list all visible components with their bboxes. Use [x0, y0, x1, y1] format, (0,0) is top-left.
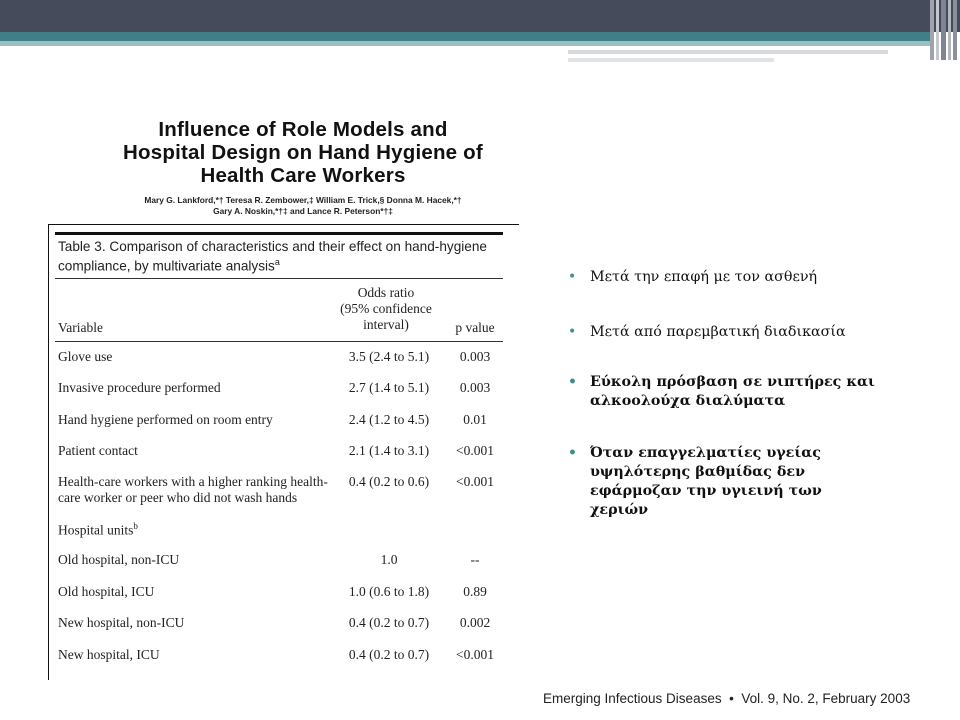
paper-title: Influence of Role Models and Hospital Design on Hand Hygiene of Health Care Workers [123, 118, 483, 187]
bullet-dot-icon: • [568, 374, 577, 390]
header-accent-stripe-light [0, 41, 930, 46]
separator-dot-icon: • [729, 691, 734, 706]
bullet-item: • Όταν επαγγελματίες υγείας υψηλότερης βαθμίδας δεν εφάρμοζαν την υγιεινή των χεριών [568, 445, 822, 518]
header-divider-line-short [568, 58, 774, 62]
header-odds-ratio: Odds ratio (95% confidence interval) [340, 285, 432, 332]
table-top-rule [55, 232, 503, 235]
header-bar [0, 0, 960, 32]
header-p-value: p value [455, 320, 495, 335]
table-rule [55, 278, 503, 279]
bullet-dot-icon: • [568, 445, 577, 461]
bullet-list [568, 268, 898, 520]
header-variable: Variable [58, 320, 103, 335]
paper-header [48, 118, 558, 217]
bullet-dot-icon: • [568, 269, 577, 285]
bullet-item: • Μετά την επαφή με τον ασθενή [568, 269, 818, 285]
paper-authors: Mary G. Lankford,*† Teresa R. Zembower,‡ William E. Trick,§ Donna M. Hacek,*† Gary A. Noskin,*†‡ and Lance R. Peterson*†‡ [144, 195, 462, 216]
header-accent-stripe [0, 32, 930, 41]
header-divider-line [568, 50, 888, 54]
table-header-rule [55, 341, 503, 342]
bullet-item: • Μετά από παρεμβατική διαδικασία [568, 324, 846, 340]
bullet-dot-icon: • [568, 324, 577, 340]
table-caption: Table 3. Comparison of characteristics and their effect on hand-hygiene compliance, by multivariate analysis$^a$ [58, 239, 487, 274]
corner-stripes [930, 0, 960, 60]
bullet-item: • Εύκολη πρόσβαση σε νιπτήρες και αλκοολούχα διαλύματα [568, 374, 875, 409]
results-table: Table 3. Comparison of characteristics and their effect on hand-hygiene compliance, by multivariate analysis$^a$ Odds ratio (95% confidence interval) Variable p value Glove use 3.5 (2.4 to 5.1) 0.003 Invasive procedure performed 2.7 (1.4 to 5.1) 0.003 Hand hygiene performed on room entry 2.4 (1.2 to 4.5) 0.01 Patient contact 2.1 (1.4 to 3.1) <0.001 Health-care workers with a higher ranking health-care worker or peer who did not wash hands 0.4 (0.2 to 0.6) <0.001 Hospital units$^b$ Old hospital, non-ICU 1.0 -- Old hospital, ICU 1.0 (0.6 to 1.8) 0.89 New hospital, non-ICU 0.4 (0.2 to 0.7) 0.002 New hospital, ICU 0.4 (0.2 to 0.7) <0.001 [48, 224, 519, 680]
journal-citation: Emerging Infectious Diseases • Vol. 9, No. 2, February 2003 [543, 691, 911, 706]
